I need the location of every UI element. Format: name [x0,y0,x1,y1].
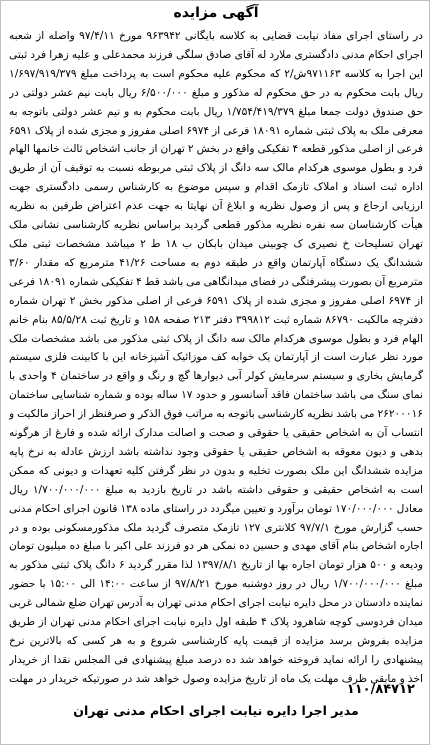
notice-body: در راستای اجرای مفاد نیابت قضایی به کلاسه بایگانی ۹۶۳۹۴۲ مورخ ۹۷/۴/۱۱ واصله از شعبه اجرای احکام مدنی دادگستری ملارد له آقای صادق سلگی فرزند محمدعلی و علیه زهرا فرد ثبتی این اجرا به کلاسه ۹۷۱۱۶۳ش/۲ که محکوم علیه محکوم است به پرداخت مبلغ ۱/۶۹۷/۹۱۹/۳۷۹ ریال بابت محکوم به در حق محکوم له مذکور و مبلغ ۶/۵۰۰/۰۰۰ ریال بابت نیم عشر دولتی در حق صندوق دولت جمعا مبلغ ۱/۷۵۴/۴۱۹/۳۷۹ ریال بابت محکوم به و نیم عشر دولتی باتوجه به معرفی ملک به پلاک ثبتی شماره ۱۸۰۹۱ فرعی از ۶۹۷۴ اصلی مفروز و مجزی شده از پلاک ۶۵۹۱ فرعی از اصلی مذکور قطعه ۴ تفکیکی واقع در بخش ۲ تهران از جانب اشخاص ثالث خانمها الهام فرد و بطول موسوی هرکدام مالک سه دانگ از پلاک ثبتی مربوطه نسبت به توقیف آن از طریق اداره ثبت اسناد و املاک تازمک اقدام و سپس موضوع به کارشناس رسمی دادگستری جهت ارزیابی ارجاع و پس از وصول نظریه و ابلاغ آن نهایتا به جهت عدم اعتراض طرفین به نظریه هیأت کارشناسان سه نفره نظریه مذکور قطعی گردید براساس نظریه کارشناسی نشانی ملک تهران تسلیحات خ نصیری ک چوبینی میدان بابکان ب ۱۸ ط ۲ میباشد مشخصات ثبتی ملک ششدانگ یک دستگاه آپارتمان واقع در طبقه دوم به مساحت ۴۱/۲۶ مترمربع که مقدار ۳/۶۰ مترمربع آن بصورت پیشرفتگی در فضای میدانگاهی می باشد قط ۴ تفکیکی شماره ۱۸۰۹۱ فرعی از ۶۹۷۴ اصلی مفروز و مجزی شده از پلاک ۶۵۹۱ فرعی از اصلی مذکور بخش ۲ تهران شماره دفترچه مالکیت ۸۶۷۹۰ شماره ثبت ۳۹۹۸۱۲ دفتر ۲۱۳ صفحه ۱۵۸ و تاریخ ثبت ۸۵/۵/۲۸ بنام خانم الهام فرد و بطول موسوی هرکدام مالک سه دانگ از پلاک ثبتی مذکور می باشد مشخصات ملک مورد نظر عبارت است از آپارتمان یک خوابه کف موزائیک آشپزخانه این با کابینت فلزی سیستم گرمایش بخاری و سیستم سرمایش کولر آبی دیوارها گچ و رنگ و واقع در ساختمان ۴ واحدی با نمای سنگ می باشد ساختمان فاقد آسانسور و حدود ۱۷ ساله بوده و شماره شناسایی ساختمان ۲۶۲۰۰۰۱۶ می باشد نظریه کارشناسی باتوجه به مراتب فوق الذکر و صرفنظر از احراز مالکیت و انتساب آن به اشخاص حقیقی یا حقوقی و صحت و اصالت مدارک ارائه شده و فارغ از هرگونه بدهی و دیون معوقه به اشخاص حقیقی یا حقوقی وجود نداشته باشد ارزش عادله به نرخ پایه مزایده ششدانگ این ملک بصورت تخلیه و بدون در نظر گرفتن کلیه تعهدات و دیونی که ممکن است به اشخاص حقیقی و حقوقی داشته باشد در تاریخ بازدید به مبلغ ۱/۷۰۰/۰۰۰/۰۰۰ ریال معادل ۱۷۰/۰۰۰/۰۰۰ تومان برآورد و تعیین میگردد در راستای ماده ۱۳۸ قانون اجرای احکام مدنی حسب گزارش مورخ ۹۷/۷/۱ کلانتری ۱۲۷ تازمک متصرف گردید ملک مذکورمسکونی بوده و در اجاره اشخاص بنام آقای مهدی و حسین ده نمکی هر دو فرزند علی اکبر با مبلغ ده میلیون تومان ودیعه و ۵۰۰ هزار تومان اجاره بها از تاریخ ۱۳۹۷/۸/۱ لذا مقرر گردید ۶ دانگ پلاک ثبتی مذکور به مبلغ ۱/۷۰۰/۰۰۰/۰۰۰ ریال در روز دوشنبه مورخ ۹۷/۸/۲۱ از ساعت ۱۴:۰۰ الی ۱۵:۰۰ با حضور نماینده دادستان در محل دایره نیابت اجرای احکام مدنی تهران به آدرس تهران ضلع شمالی غربی میدان فردوسی کوچه شاهرود پلاک ۴ طبقه اول دایره نیابت اجرای احکام مدنی تهران از طریق مزایده بفروش برسد مزایده از قیمت پایه کارشناسی شروع و به هر کسی که بالاترین نرخ پیشنهادی را ارائه نماید فروخته خواهد شد ده درصد مبلغ پیشنهادی فی المجلس نقدا از خریدار اخذ و مابقی ظرف مهلت یک ماه از تاریخ مزایده وصول خواهد شد در صورتیکه خریدار در مهلت [9,30,423,685]
notice-title: آگهی مزایده [173,5,259,21]
notice-issuer: مدیر اجرا دایره نیابت اجرای احکام مدنی تهران [73,703,359,718]
notice-code: ۱۱۰/۸۴۷۱۲ [346,682,415,697]
